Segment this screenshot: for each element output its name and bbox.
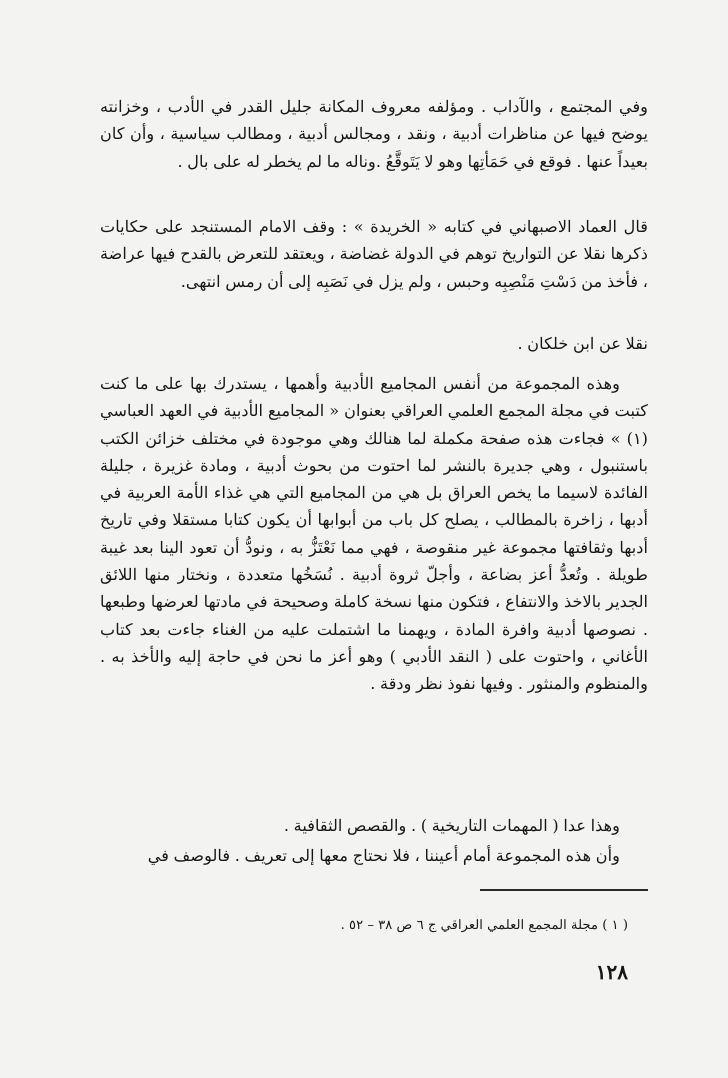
footnote-divider — [480, 889, 648, 891]
paragraph-5: وهذا عدا ( المهمات التاريخية ) . والقصص الثقافية . — [283, 816, 620, 835]
paragraph-6: وأن هذه المجموعة أمام أعيننا ، فلا نحتاج معها إلى تعريف . فالوصف في — [147, 846, 620, 865]
page-number: ١٢٨ — [595, 960, 628, 984]
paragraph-1: وفي المجتمع ، والآداب . ومؤلفه معروف المكانة جليل القدر في الأدب ، وخزانته يوضح فيها عن مناظرات أدبية ، ونقد ، ومجالس أدبية ، ومطالب سياسية ، وأن كان بعيداً عنها . فوقع في حَمَأتِها وهو لا يَتَوقَّعُ .وناله ما لم يخطر له على بال . — [100, 97, 648, 171]
footnote: ( ١ ) مجلة المجمع العلمي العراقي ج ٦ ص ٣٨ – ٥٢ . — [340, 918, 628, 933]
paragraph-4: وهذه المجموعة من أنفس المجاميع الأدبية وأهمها ، يستدرك بها على ما كنت كتبت في مجلة المجمع العلمي العراقي بعنوان « المجاميع الأدبية في العهد العباسي (١) » فجاءت هذه صفحة مكملة لما هنالك وهي موجودة في مختلف خزائن الكتب باستنبول ، وهي جديرة بالنشر لما احتوت من بحوث أدبية ، ومادة غزيرة ، جليلة الفائدة لاسيما ما يخص العراق بل هي من المجاميع التي هي غذاء الأمة العربية في أدبها ، زاخرة بالمطالب ، يصلح كل باب من أبوابها أن يكون كتابا مستقلا وفي تاريخ أدبها وثقافتها مجموعة غير منقوصة ، فهي مما نَعْتَزُّ به ، ونودُّ أن تعود الينا بعد غيبة طويلة . وتُعدُّ أعز بضاعة ، وأجلّ ثروة أدبية . نُسَخُها متعددة ، ونختار منها اللائق الجدير بالاخذ والانتفاع ، فتكون منها نسخة كاملة وصحيحة في مادتها لعرضها وطبعها . نصوصها أدبية وافرة المادة ، ويهمنا ما اشتملت عليه من الغناء جاءت بعد كتاب الأغاني ، واحتوت على ( النقد الأدبي ) وهو أعز ما نحن في حاجة إليه والأخذ به . والمنظوم والمنثور . وفيها نفوذ نظر ودقة . — [100, 374, 648, 694]
paragraph-3: نقلا عن ابن خلكان . — [517, 334, 648, 353]
paragraph-2: قال العماد الاصبهاني في كتابه « الخريدة » : وقف الامام المستنجد على حكايات ذكرها نقلا عن التواريخ توهم في الدولة غضاضة ، ويعتقد للتعرض بالقدح فيها عراضة ، فأخذ من دَسْتِ مَنْصِبِه وحبس ، ولم يزل في نَصَبِه إلى أن رمس انتهى. — [100, 217, 648, 291]
